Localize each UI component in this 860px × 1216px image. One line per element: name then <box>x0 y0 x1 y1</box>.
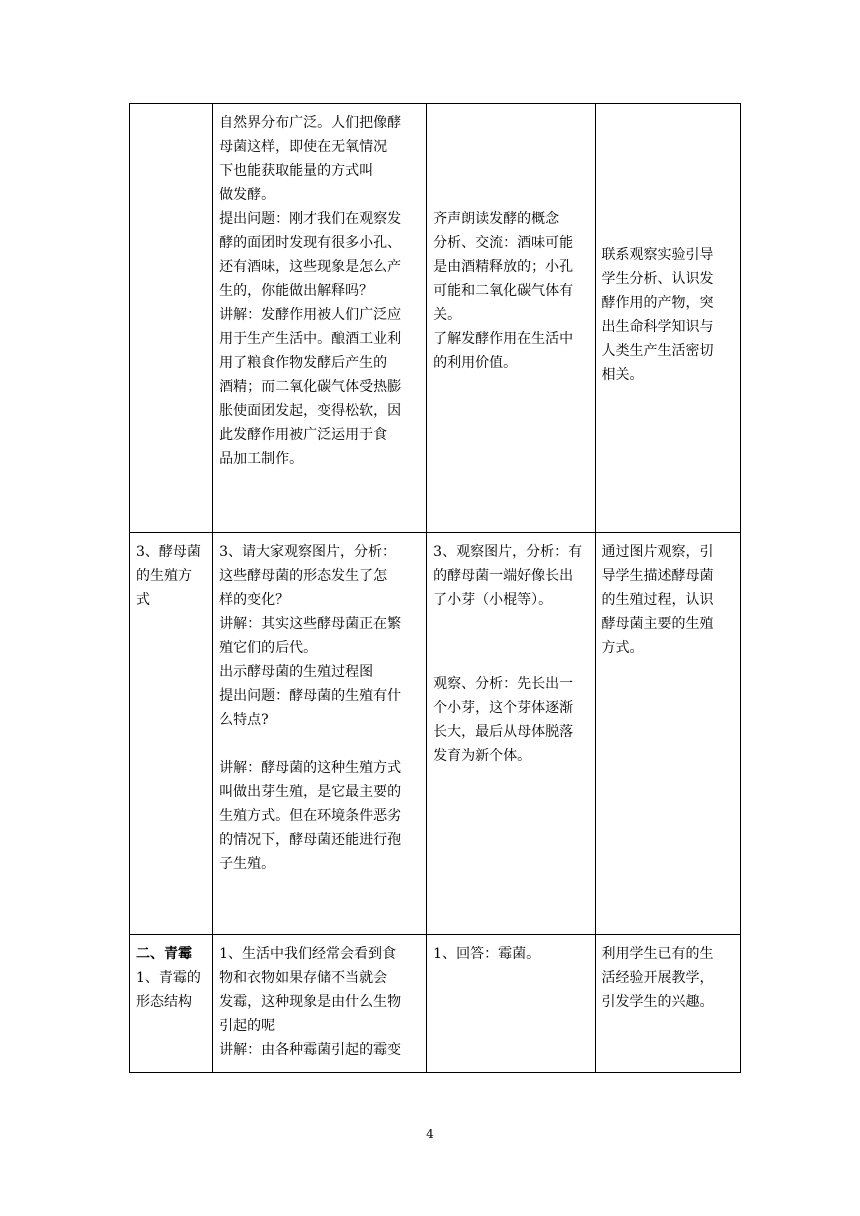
text-line: 长大，最后从母体脱落 <box>433 724 574 740</box>
section-heading: 二、青霉 <box>136 946 192 962</box>
text-line: 式 <box>136 592 150 608</box>
text-line: 酵作用的产物，突 <box>601 295 714 311</box>
text-line: 此发酵作用被广泛运用于食 <box>219 427 388 443</box>
row1-teacher-cell <box>213 104 427 533</box>
text-line: 殖它们的后代。 <box>219 640 318 656</box>
text-line: 还有酒味，这些现象是怎么产 <box>219 259 402 275</box>
text-line: 讲解：发酵作用被人们广泛应 <box>219 307 402 323</box>
text-line: 子生殖。 <box>219 856 276 872</box>
text-line: 是由酒精释放的；小孔 <box>433 259 574 275</box>
row3-purpose-cell <box>595 935 741 1073</box>
text-line: 3、观察图片，分析：有 <box>433 544 583 560</box>
text-line: 3、请大家观察图片，分析： <box>219 544 397 560</box>
text-line: 自然界分布广泛。人们把像酵 <box>219 115 402 131</box>
text-line: 通过图片观察，引 <box>601 544 714 560</box>
text-line: 的情况下，酵母菌还能进行孢 <box>219 832 402 848</box>
text-line: 用了粮食作物发酵后产生的 <box>219 355 388 371</box>
text-line: 用于生产生活中。酿酒工业利 <box>219 331 402 347</box>
text-line: 下也能获取能量的方式叫 <box>219 163 374 179</box>
text-line: 齐声朗读发酵的概念 <box>433 211 560 227</box>
text-line: 关。 <box>433 307 462 323</box>
text-line: 讲解：由各种霉菌引起的霉变 <box>219 1042 402 1058</box>
text-line: 引发学生的兴趣。 <box>601 994 714 1010</box>
row3-student-cell <box>427 935 595 1073</box>
text-line: 生殖方式。但在环境条件恶劣 <box>219 808 402 824</box>
text-line: 品加工制作。 <box>219 451 304 467</box>
text-line: 形态结构 <box>136 994 192 1010</box>
text-line: 引起的呢 <box>219 1018 276 1034</box>
text-line: 发育为新个体。 <box>433 748 532 764</box>
table-row <box>130 533 741 935</box>
row2-stage-cell <box>130 533 213 935</box>
text-line: 酵的面团时发现有很多小孔、 <box>219 235 402 251</box>
text-line: 个小芽，这个芽体逐渐 <box>433 700 574 716</box>
text-line: 1、青霉的 <box>136 970 201 986</box>
text-line: 了解发酵作用在生活中 <box>433 331 574 347</box>
text-line: 3、酵母菌 <box>136 544 201 560</box>
text-line: 出示酵母菌的生殖过程图 <box>219 664 374 680</box>
text-line: 1、生活中我们经常会看到食 <box>219 946 397 962</box>
text-line: 利用学生已有的生 <box>601 946 714 962</box>
text-line: 做发酵。 <box>219 187 276 203</box>
row2-purpose-cell <box>595 533 741 935</box>
text-line: 的生殖方 <box>136 568 192 584</box>
row3-stage-cell <box>130 935 213 1073</box>
row1-student-cell <box>427 104 595 533</box>
text-line: 发霉，这种现象是由什么生物 <box>219 994 402 1010</box>
text-line: 样的变化？ <box>219 592 290 608</box>
text-line: 这些酵母菌的形态发生了怎 <box>219 568 388 584</box>
text-line: 母菌这样，即使在无氧情况 <box>219 139 388 155</box>
table-row <box>130 104 741 533</box>
text-line: 相关。 <box>601 367 644 383</box>
text-line: 叫做出芽生殖，是它最主要的 <box>219 784 402 800</box>
row1-purpose-cell <box>595 104 741 533</box>
text-line: 活经验开展教学， <box>601 970 714 986</box>
text-line: 的利用价值。 <box>433 355 518 371</box>
text-line: 人类生产生活密切 <box>601 343 714 359</box>
text-line: 可能和二氧化碳气体有 <box>433 283 574 299</box>
text-line: 的酵母菌一端好像长出 <box>433 568 574 584</box>
text-line: 观察、分析：先长出一 <box>433 676 574 692</box>
text-line: 的生殖过程，认识 <box>601 592 714 608</box>
text-line: 了小芽（小棍等）。 <box>433 592 553 608</box>
row2-teacher-cell <box>213 533 427 935</box>
text-line: 物和衣物如果存储不当就会 <box>219 970 388 986</box>
text-line: 酵母菌主要的生殖 <box>601 616 714 632</box>
text-line: 提出问题：刚才我们在观察发 <box>219 211 402 227</box>
text-line: 么特点? <box>219 712 269 728</box>
row3-teacher-cell <box>213 935 427 1073</box>
text-line: 出生命科学知识与 <box>601 319 714 335</box>
row1-stage-cell <box>130 104 213 533</box>
lesson-plan-table <box>129 103 741 1073</box>
text-line: 生的，你能做出解释吗？ <box>219 283 374 299</box>
text-line: 提出问题：酵母菌的生殖有什 <box>219 688 402 704</box>
text-line: 联系观察实验引导 <box>601 247 714 263</box>
page-number: 4 <box>426 1127 434 1141</box>
text-line: 胀使面团发起，变得松软，因 <box>219 403 402 419</box>
text-line: 1、回答：霉菌。 <box>433 946 541 962</box>
text-line: 酒精；而二氧化碳气体受热膨 <box>219 379 402 395</box>
text-line: 学生分析、认识发 <box>601 271 714 287</box>
text-line: 分析、交流：酒味可能 <box>433 235 574 251</box>
row2-student-cell <box>427 533 595 935</box>
text-line: 导学生描述酵母菌 <box>601 568 714 584</box>
table-row <box>130 935 741 1073</box>
text-line: 讲解：其实这些酵母菌正在繁 <box>219 616 402 632</box>
text-line: 讲解：酵母菌的这种生殖方式 <box>219 760 402 776</box>
text-line: 方式。 <box>601 640 644 656</box>
